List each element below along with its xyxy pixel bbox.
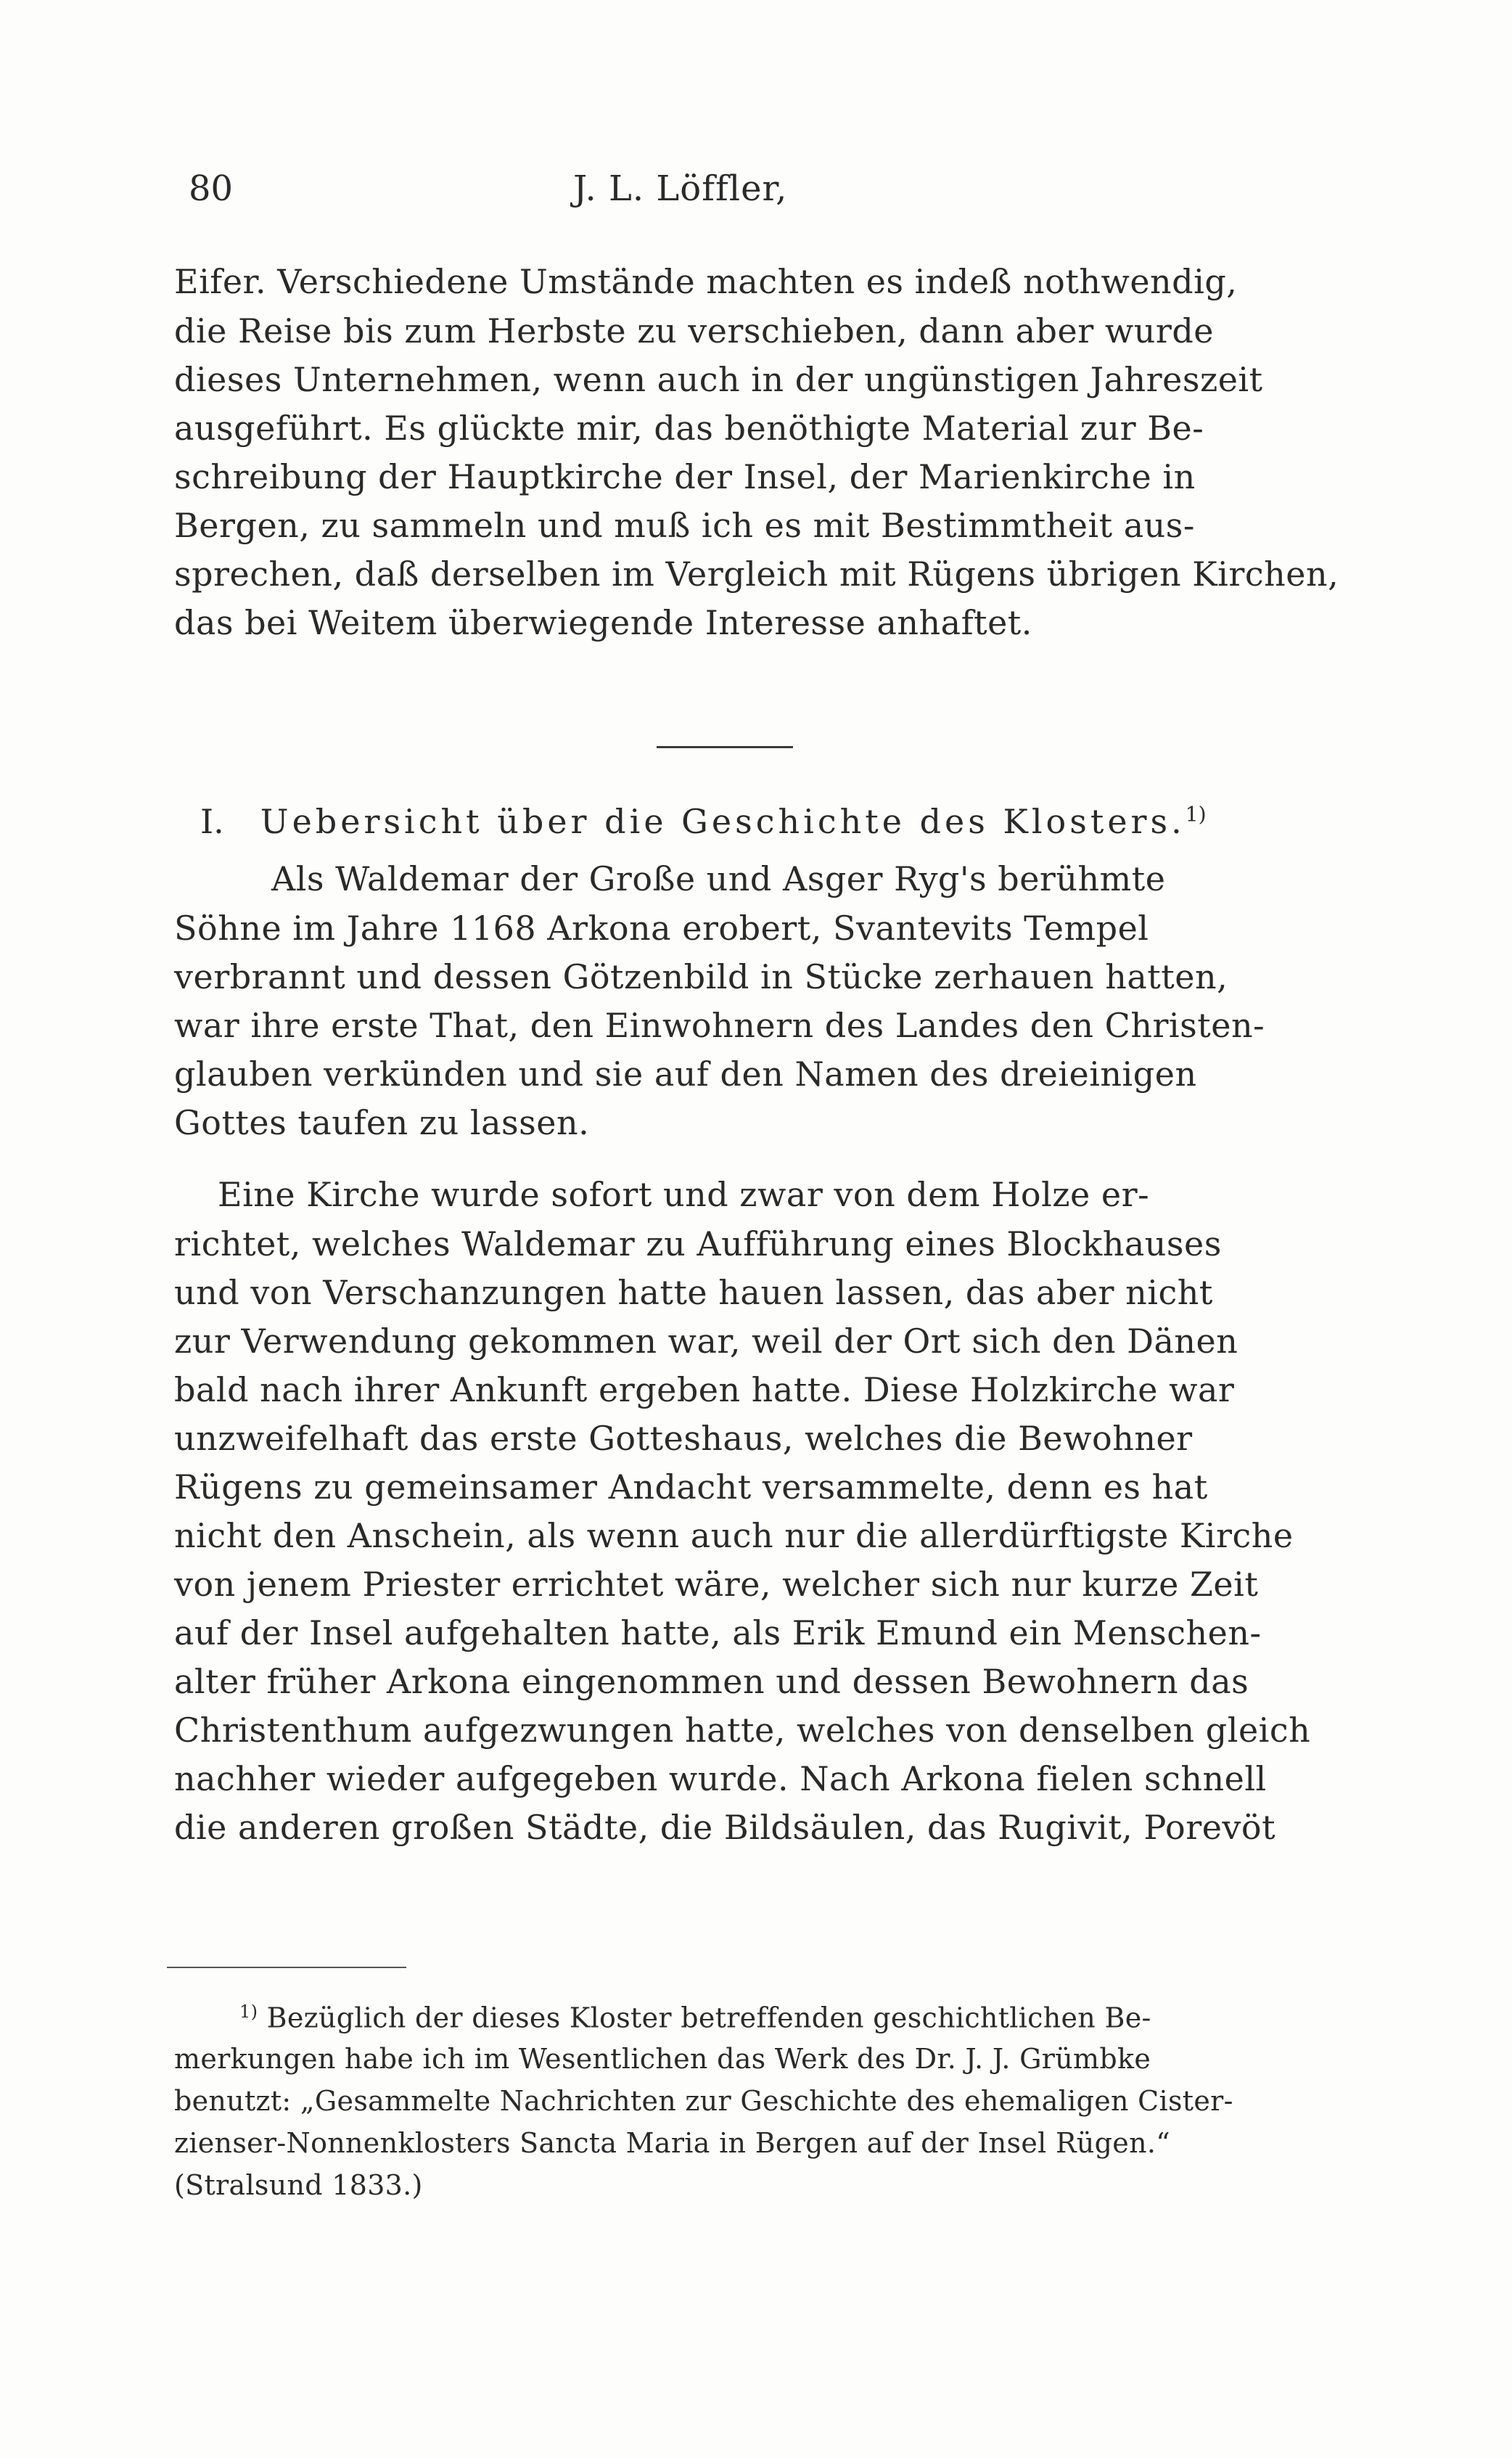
footnote-line: (Stralsund 1833.) xyxy=(174,2169,423,2201)
footnote-line: merkungen habe ich im Wesentlichen das Werk des Dr. J. J. Grümbke xyxy=(174,2043,1151,2075)
body-line: nachher wieder aufgegeben wurde. Nach Arkona fielen schnell xyxy=(174,1759,1267,1798)
body-line: Eine Kirche wurde sofort und zwar von dem Holze er- xyxy=(218,1175,1150,1214)
footnote-text: Bezüglich der dieses Kloster betreffenden geschichtlichen Be- xyxy=(266,2002,1151,2034)
body-line: nicht den Anschein, als wenn auch nur die allerdürftigste Kirche xyxy=(174,1516,1294,1555)
intro-line: dieses Unternehmen, wenn auch in der ungünstigen Jahreszeit xyxy=(174,360,1263,399)
body-line: glauben verkünden und sie auf den Namen des dreieinigen xyxy=(174,1054,1197,1094)
intro-line: die Reise bis zum Herbste zu verschieben, dann aber wurde xyxy=(174,311,1214,351)
section-number: I. xyxy=(200,802,224,841)
body-line: Söhne im Jahre 1168 Arkona erobert, Svantevits Tempel xyxy=(174,909,1149,948)
footnote-line: zienser-Nonnenklosters Sancta Maria in Bergen auf der Insel Rügen.“ xyxy=(174,2127,1170,2159)
running-title: J. L. Löffler, xyxy=(573,168,788,209)
intro-line: sprechen, daß derselben im Vergleich mit Rügens übrigen Kirchen, xyxy=(174,554,1339,594)
body-line: richtet, welches Waldemar zu Aufführung eines Blockhauses xyxy=(174,1224,1222,1263)
footnote-line: benutzt: „Gesammelte Nachrichten zur Geschichte des ehemaligen Cister- xyxy=(174,2085,1233,2117)
intro-line: Bergen, zu sammeln und muß ich es mit Bestimmtheit aus- xyxy=(174,506,1195,545)
body-line: Als Waldemar der Große und Asger Ryg's berühmte xyxy=(271,859,1166,898)
body-line: zur Verwendung gekommen war, weil der Ort sich den Dänen xyxy=(174,1322,1238,1361)
body-line: von jenem Priester errichtet wäre, welcher sich nur kurze Zeit xyxy=(174,1565,1259,1604)
body-line: auf der Insel aufgehalten hatte, als Erik Emund ein Menschen- xyxy=(174,1613,1262,1652)
body-line: und von Verschanzungen hatte hauen lassen, das aber nicht xyxy=(174,1273,1213,1312)
page-number: 80 xyxy=(189,168,234,209)
intro-line: schreibung der Hauptkirche der Insel, der Marienkirche in xyxy=(174,457,1196,496)
body-line: verbrannt und dessen Götzenbild in Stücke zerhauen hatten, xyxy=(174,957,1228,996)
footnote-rule xyxy=(167,1967,406,1968)
intro-line: Eifer. Verschiedene Umstände machten es indeß nothwendig, xyxy=(174,262,1238,301)
body-line: die anderen großen Städte, die Bildsäulen, das Rugivit, Porevöt xyxy=(174,1808,1276,1847)
body-line: Gottes taufen zu lassen. xyxy=(174,1103,590,1142)
footnote-reference: 1) xyxy=(1185,802,1207,827)
body-line: war ihre erste That, den Einwohnern des Landes den Christen- xyxy=(174,1006,1265,1045)
section-heading xyxy=(200,802,1207,841)
body-line: Christenthum aufgezwungen hatte, welches von denselben gleich xyxy=(174,1711,1311,1750)
intro-line: ausgeführt. Es glückte mir, das benöthigte Material zur Be- xyxy=(174,409,1204,448)
section-separator xyxy=(657,746,793,748)
footnote-line xyxy=(239,2003,1151,2032)
body-line: unzweifelhaft das erste Gotteshaus, welches die Bewohner xyxy=(174,1419,1193,1458)
section-title: Uebersicht über die Geschichte des Klosters. xyxy=(260,802,1186,841)
intro-line: das bei Weitem überwiegende Interesse anhaftet. xyxy=(174,603,1032,642)
body-line: bald nach ihrer Ankunft ergeben hatte. Diese Holzkirche war xyxy=(174,1370,1235,1409)
footnote-marker: 1) xyxy=(239,2002,258,2022)
body-line: Rügens zu gemeinsamer Andacht versammelte, denn es hat xyxy=(174,1467,1208,1507)
body-line: alter früher Arkona eingenommen und dessen Bewohnern das xyxy=(174,1662,1249,1701)
